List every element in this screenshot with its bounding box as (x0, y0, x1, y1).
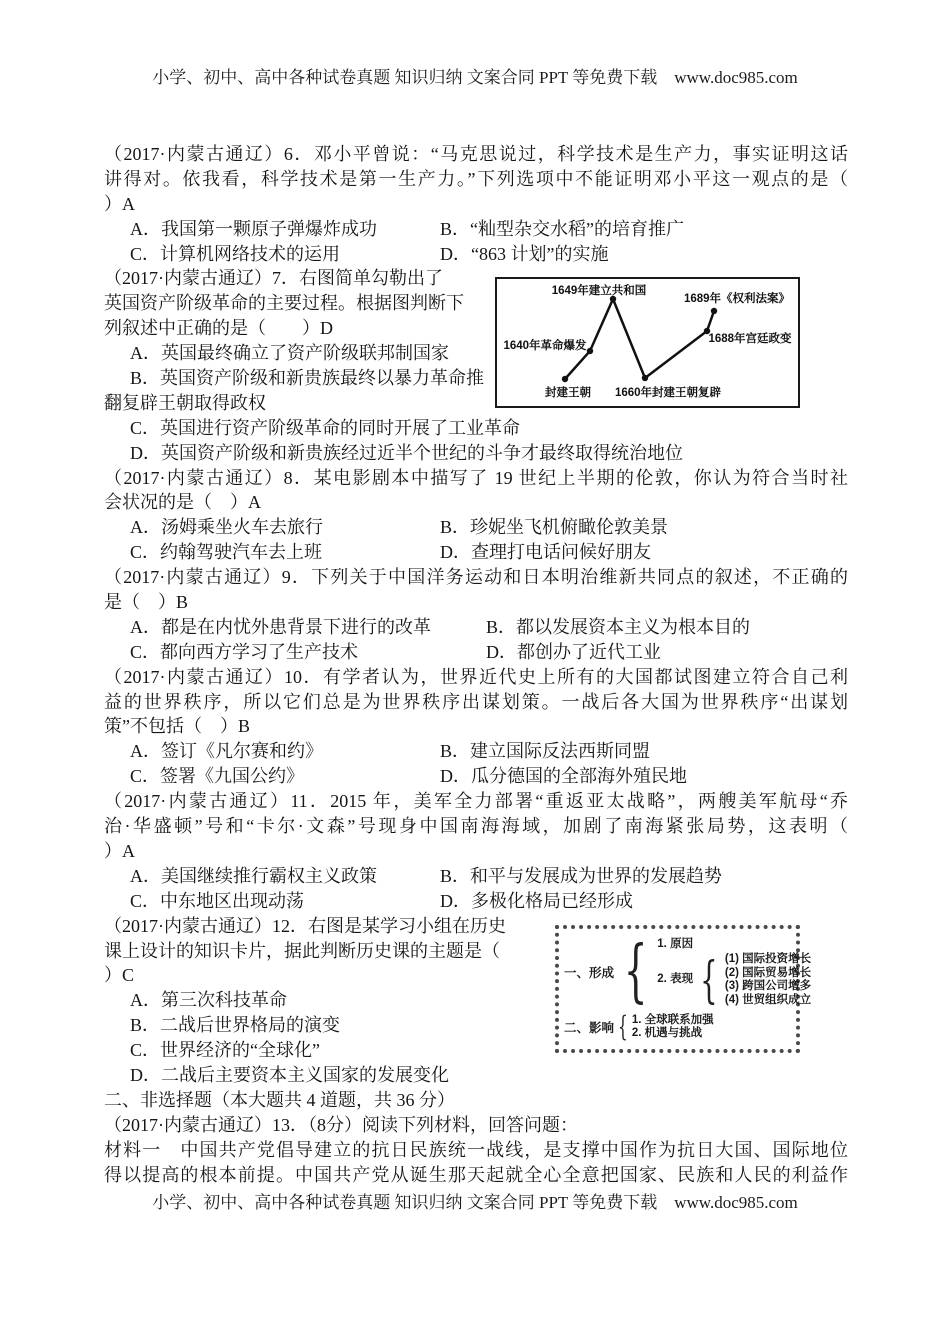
option-right: B．建立国际反法西斯同盟 (440, 741, 651, 762)
option-left: A．我国第一颗原子弹爆炸成功 (130, 218, 377, 239)
diagram-label-1640: 1640年革命爆发 (503, 340, 587, 352)
site-header-notice: 小学、初中、高中各种试卷真题 知识归纳 文案合同 PPT 等免费下载 www.doc985.com (152, 68, 798, 87)
card-section-influence (564, 1009, 791, 1043)
option-left: C．都向西方学习了生产技术 (130, 641, 359, 662)
option-right: B．都以发展资本主义为根本目的 (486, 616, 751, 637)
option-line: D．英国资产阶级和新贵族经过近半个世纪的斗争才最终取得统治地位 (130, 442, 683, 463)
diagram-label-1649: 1649年建立共和国 (551, 285, 647, 297)
text-line: 益的世界秩序，所以它们总是为世界秩序出谋划策。一战后各大国为世界秩序“出谋划 (104, 691, 848, 712)
site-footer-notice: 小学、初中、高中各种试卷真题 知识归纳 文案合同 PPT 等免费下载 www.doc985.com (152, 1193, 798, 1212)
section-heading: 二、非选择题（本大题共 4 道题，共 36 分） (104, 1089, 455, 1110)
option-line (104, 640, 848, 665)
option-left: A．汤姆乘坐火车去旅行 (130, 517, 323, 538)
text-line: （2017·内蒙古通辽）12．右图是某学习小组在历史 (104, 915, 506, 936)
option-right: D．“863 计划”的实施 (440, 243, 609, 264)
option-left: A．美国继续推行霸权主义政策 (130, 865, 377, 886)
option-right: D．多极化格局已经形成 (440, 890, 633, 911)
brace-icon: { (618, 1009, 628, 1043)
text-line: 讲得对。依我看，科学技术是第一生产力。”下列选项中不能证明邓小平这一观点的是（ (104, 168, 848, 189)
card-item-manifestation: 2. 表现 (657, 973, 694, 986)
text-line: 得以提高的根本前提。中国共产党从诞生那天起就全心全意把国家、民族和人民的利益作 (104, 1164, 848, 1185)
option-left: C．签署《九国公约》 (130, 766, 305, 787)
diagram-label-1660: 1660年封建王朝复辟 (614, 387, 722, 399)
card-subitem: (3) 跨国公司增多 (724, 980, 812, 992)
text-line: 英国资产阶级革命的主要过程。根据图判断下 (104, 293, 464, 314)
diagram-label-1689: 1689年《权利法案》 (683, 293, 791, 305)
text-line: （2017·内蒙古通辽）10．有学者认为，世界近代史上所有的大国都试图建立符合自己利 (104, 666, 848, 687)
text-line: （2017·内蒙古通辽）6．邓小平曾说：“马克思说过，科学技术是生产力，事实证明这话 (104, 144, 848, 164)
option-line (104, 242, 848, 267)
option-line: C．英国进行资产阶级革命的同时开展了工业革命 (130, 417, 521, 438)
card-label-formation: 一、形成 (564, 966, 615, 981)
option-right: B．“籼型杂交水稻”的培育推广 (440, 218, 684, 239)
text-line: （2017·内蒙古通辽）13．（8分）阅读下列材料，回答问题： (104, 1114, 578, 1135)
text-line: 列叙述中正确的是（ ）D (104, 318, 333, 339)
text-line: 是（ ）B (104, 592, 189, 613)
card-subitem: (1) 国际投资增长 (724, 953, 812, 965)
card-section-formation (564, 932, 812, 1012)
option-line (104, 540, 848, 565)
option-right: B．和平与发展成为世界的发展趋势 (440, 865, 723, 886)
text-line: 策”不包括（ ）B (104, 716, 250, 737)
text-line: 翻复辟王朝取得政权 (104, 392, 266, 413)
text-line: ）A (104, 193, 135, 214)
option-right: B．珍妮坐飞机俯瞰伦敦美景 (440, 517, 669, 538)
option-line: C．世界经济的“全球化” (130, 1040, 320, 1061)
card-subitem: (2) 国际贸易增长 (724, 966, 812, 979)
text-line: （2017·内蒙古通辽）11．2015 年，美军全力部署“重返亚太战略”，两艘美军航母“乔 (104, 791, 848, 812)
card-item: 1. 全球联系加强 (631, 1013, 714, 1026)
option-line: A．英国最终确立了资产阶级联邦制国家 (130, 343, 449, 364)
option-left: C．约翰驾驶汽车去上班 (130, 542, 323, 563)
text-line: 材料一 中国共产党倡导建立的抗日民族统一战线，是支撑中国作为抗日大国、国际地位 (104, 1139, 848, 1160)
text-line: 治·华盛顿”号和“卡尔·文森”号现身中国南海海域，加剧了南海紧张局势，这表明（ (104, 816, 848, 837)
text-line: （2017·内蒙古通辽）9．下列关于中国洋务运动和日本明治维新共同点的叙述，不正确的 (104, 567, 848, 588)
option-line (104, 889, 848, 914)
option-left: A．都是在内忧外患背景下进行的改革 (130, 616, 431, 637)
option-right: D．都创办了近代工业 (486, 641, 661, 662)
option-line: A．第三次科技革命 (130, 990, 287, 1011)
card-item-reason: 1. 原因 (657, 937, 694, 950)
option-line (104, 764, 848, 789)
brace-icon: { (700, 951, 718, 1009)
brace-icon: { (623, 932, 648, 1012)
card-subitem: (4) 世贸组织成立 (724, 993, 812, 1006)
option-line: D．二战后主要资本主义国家的发展变化 (130, 1064, 449, 1085)
card-item: 2. 机遇与挑战 (631, 1027, 703, 1039)
option-left: C．计算机网络技术的运用 (130, 243, 341, 264)
knowledge-card-diagram (555, 925, 812, 1053)
option-line (104, 515, 848, 540)
text-line: ）A (104, 840, 135, 861)
option-line: B．二战后世界格局的演变 (130, 1015, 341, 1036)
text-line: （2017·内蒙古通辽）8．某电影剧本中描写了 19 世纪上半期的伦敦，你认为符合当时社 (104, 467, 848, 488)
option-line (104, 739, 848, 764)
option-line: B．英国资产阶级和新贵族最终以暴力革命推 (130, 368, 485, 389)
option-line (104, 864, 848, 889)
diagram-label-1688: 1688年宫廷政变 (708, 333, 792, 345)
option-left: A．签订《凡尔赛和约》 (130, 741, 323, 762)
text-line: （2017·内蒙古通辽）7．右图简单勾勒出了 (104, 268, 443, 289)
option-right: D．查理打电话问候好朋友 (440, 542, 651, 563)
option-line (104, 615, 848, 640)
text-line: ）C (104, 965, 135, 986)
option-left: C．中东地区出现动荡 (130, 890, 305, 911)
text-line: 会状况的是（ ）A (104, 492, 261, 513)
english-revolution-diagram (495, 277, 800, 408)
diagram-label-feudal: 封建王朝 (545, 387, 591, 399)
option-line (104, 217, 848, 242)
text-line: 课上设计的知识卡片，据此判断历史课的主题是（ (104, 940, 500, 961)
card-label-influence: 二、影响 (564, 1021, 615, 1035)
option-right: D．瓜分德国的全部海外殖民地 (440, 766, 687, 787)
